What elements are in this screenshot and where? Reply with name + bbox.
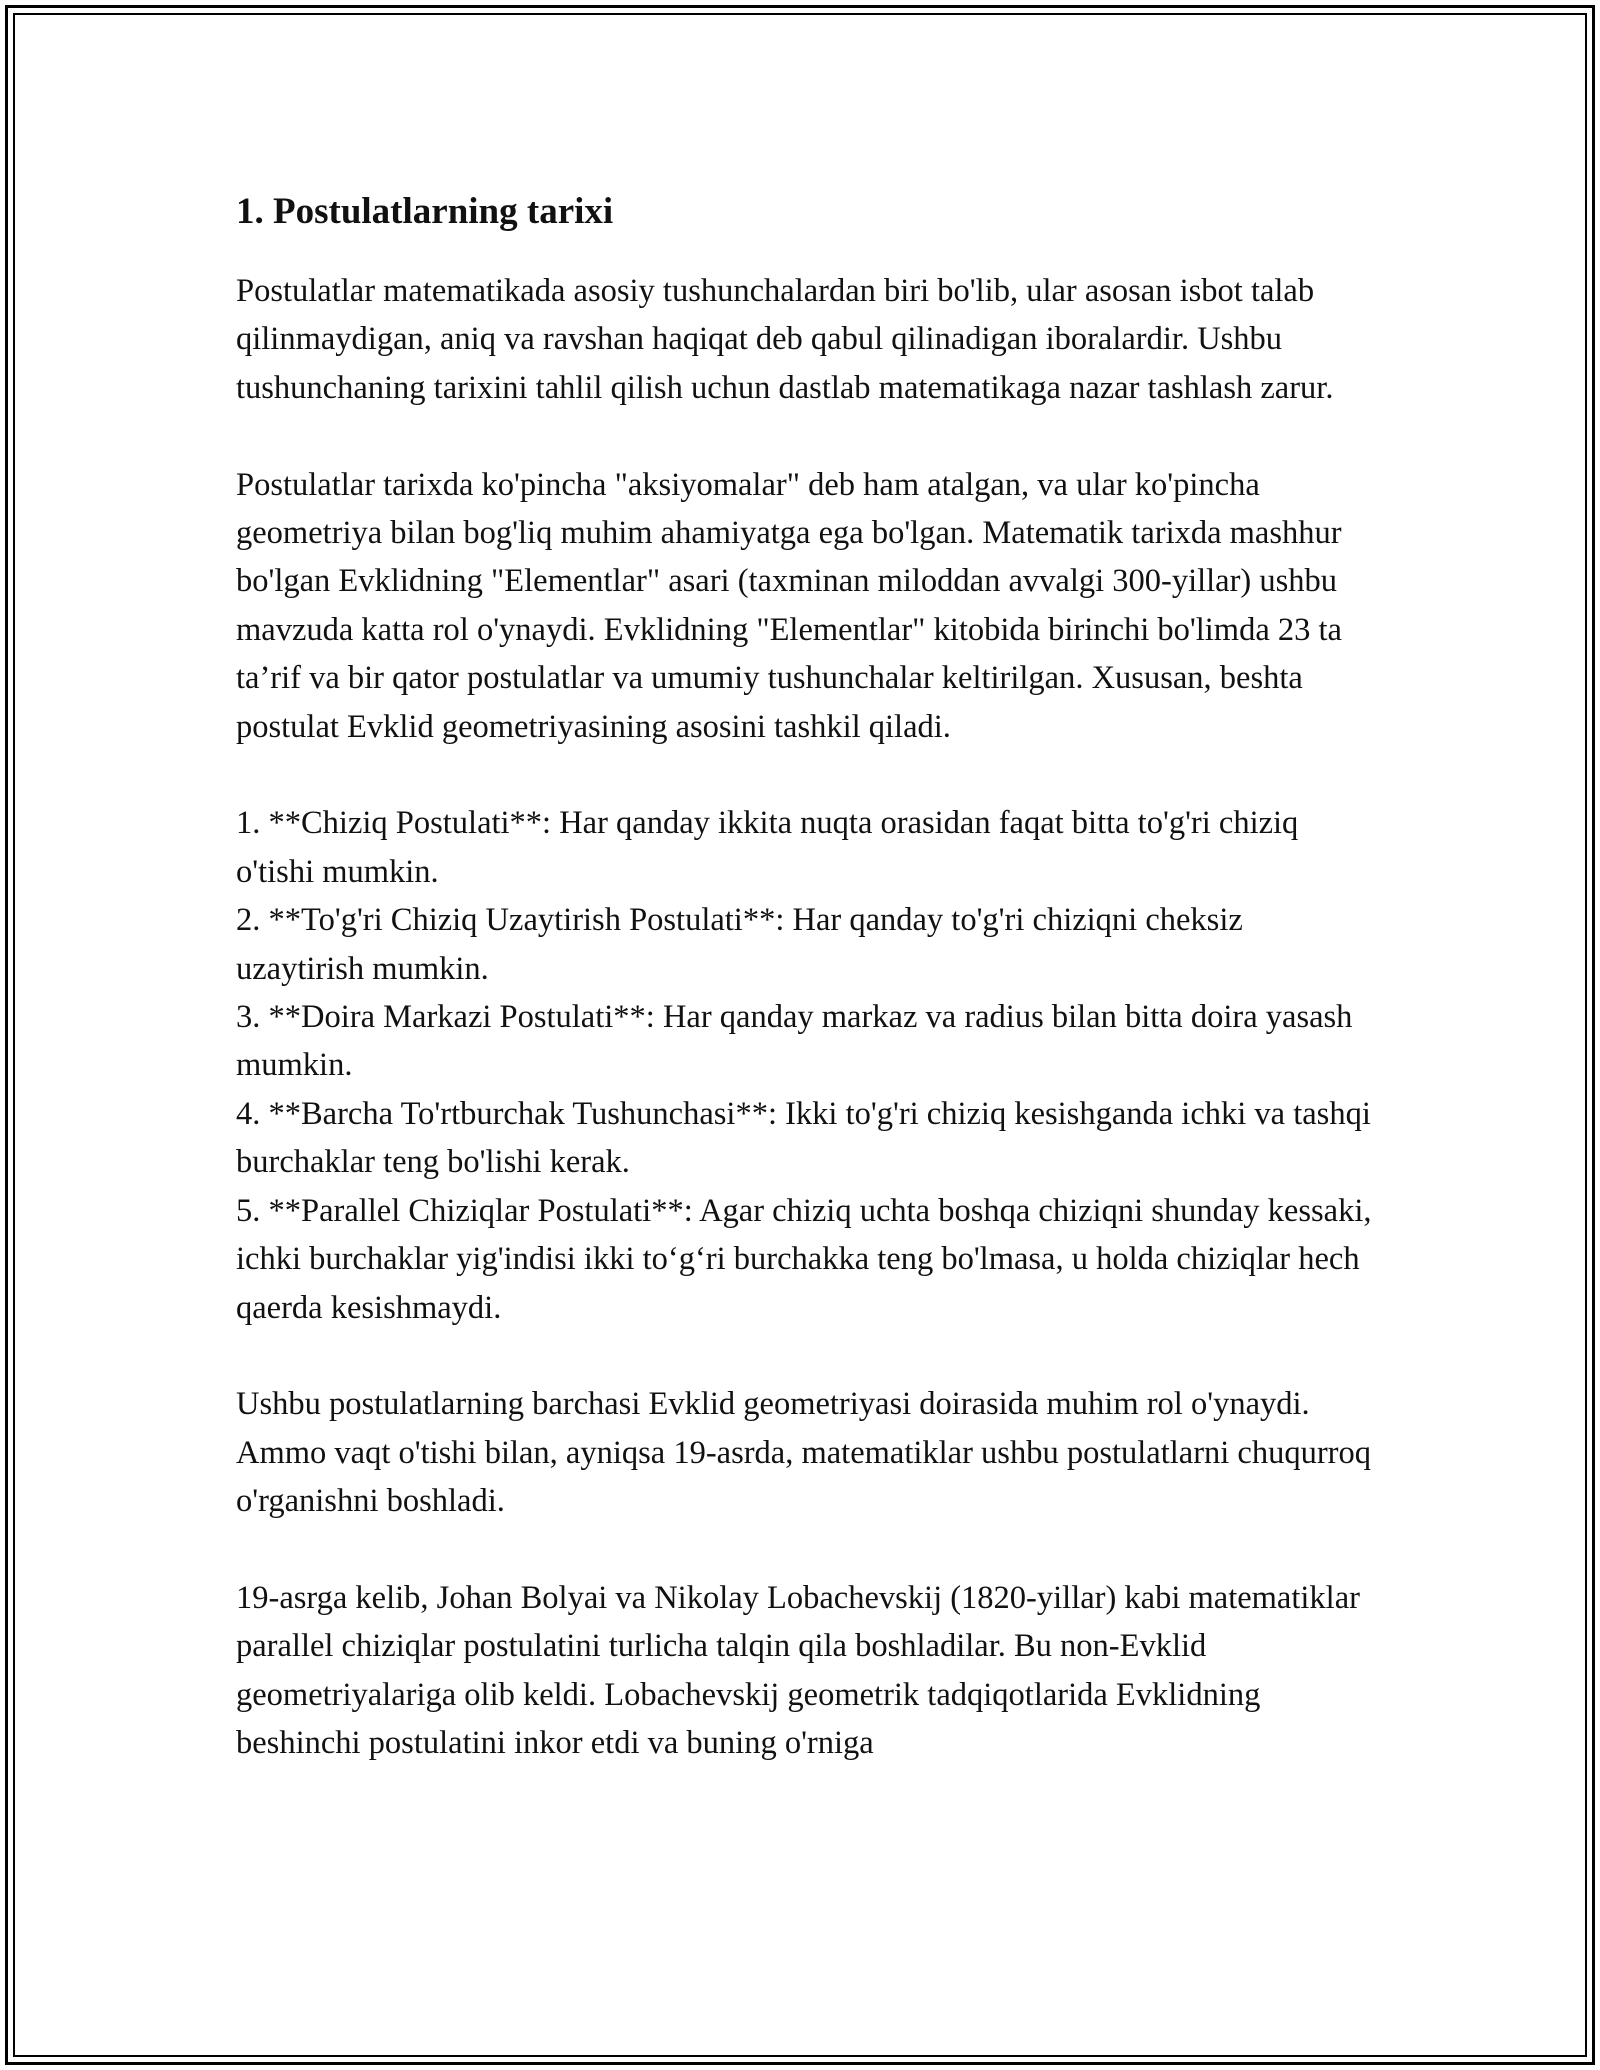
- paragraph-history: Postulatlar tarixda ko'pincha "aksiyomalar" deb ham atalgan, va ular ko'pincha geometriya bilan bog'liq muhim ahamiyatga ega bo'lgan. Matematik tarixda mashhur bo'lgan Evklidning "Elementlar" asari (taxminan miloddan avvalgi 300-yillar) ushbu mavzuda katta rol o'ynaydi. Evklidning "Elementlar" kitobida birinchi bo'limda 23 ta ta’rif va bir qator postulatlar va umumiy tushunchalar keltirilgan. Xususan, beshta postulat Evklid geometriyasining asosini tashkil qiladi.: [236, 466, 1342, 745]
- document-body: [236, 186, 1376, 1768]
- postulate-item-3: 3. **Doira Markazi Postulati**: Har qanday markaz va radius bilan bitta doira yasash mumkin.: [236, 999, 1353, 1084]
- section-heading: 1. Postulatlarning tarixi: [236, 191, 614, 232]
- postulate-item-5: 5. **Parallel Chiziqlar Postulati**: Agar chiziq uchta boshqa chiziqni shunday kessaki, ichki burchaklar yig'indisi ikki to‘g‘ri burchakka teng bo'lmasa, u holda chiziqlar hech qaerda kesishmaydi.: [236, 1192, 1372, 1326]
- postulate-item-4: 4. **Barcha To'rtburchak Tushunchasi**: Ikki to'g'ri chiziq kesishganda ichki va tashqi burchaklar teng bo'lishi kerak.: [236, 1095, 1371, 1181]
- postulate-item-2: 2. **To'g'ri Chiziq Uzaytirish Postulati**: Har qanday to'g'ri chiziqni cheksiz uzaytirish mumkin.: [236, 902, 1243, 987]
- paragraph-intro: Postulatlar matematikada asosiy tushunchalardan biri bo'lib, ular asosan isbot talab qilinmaydigan, aniq va ravshan haqiqat deb qabul qilinadigan iboralardir. Ushbu tushunchaning tarixini tahlil qilish uchun dastlab matematikaga nazar tashlash zarur.: [236, 273, 1334, 406]
- postulate-list: [236, 799, 1376, 1331]
- postulate-item-1: 1. **Chiziq Postulati**: Har qanday ikkita nuqta orasidan faqat bitta to'g'ri chiziq o'tishi mumkin.: [236, 805, 1299, 890]
- paragraph-non-euclidean: 19-asrga kelib, Johan Bolyai va Nikolay Lobachevskij (1820-yillar) kabi matematiklar parallel chiziqlar postulatini turlicha talqin qila boshladilar. Bu non-Evklid geometriyalariga olib keldi. Lobachevskij geometrik tadqiqotlarida Evklidning beshinchi postulatini inkor etdi va buning o'rniga: [236, 1579, 1360, 1762]
- paragraph-significance: Ushbu postulatlarning barchasi Evklid geometriyasi doirasida muhim rol o'ynaydi. Ammo vaqt o'tishi bilan, ayniqsa 19-asrda, matematiklar ushbu postulatlarni chuqurroq o'rganishni boshladi.: [236, 1386, 1371, 1520]
